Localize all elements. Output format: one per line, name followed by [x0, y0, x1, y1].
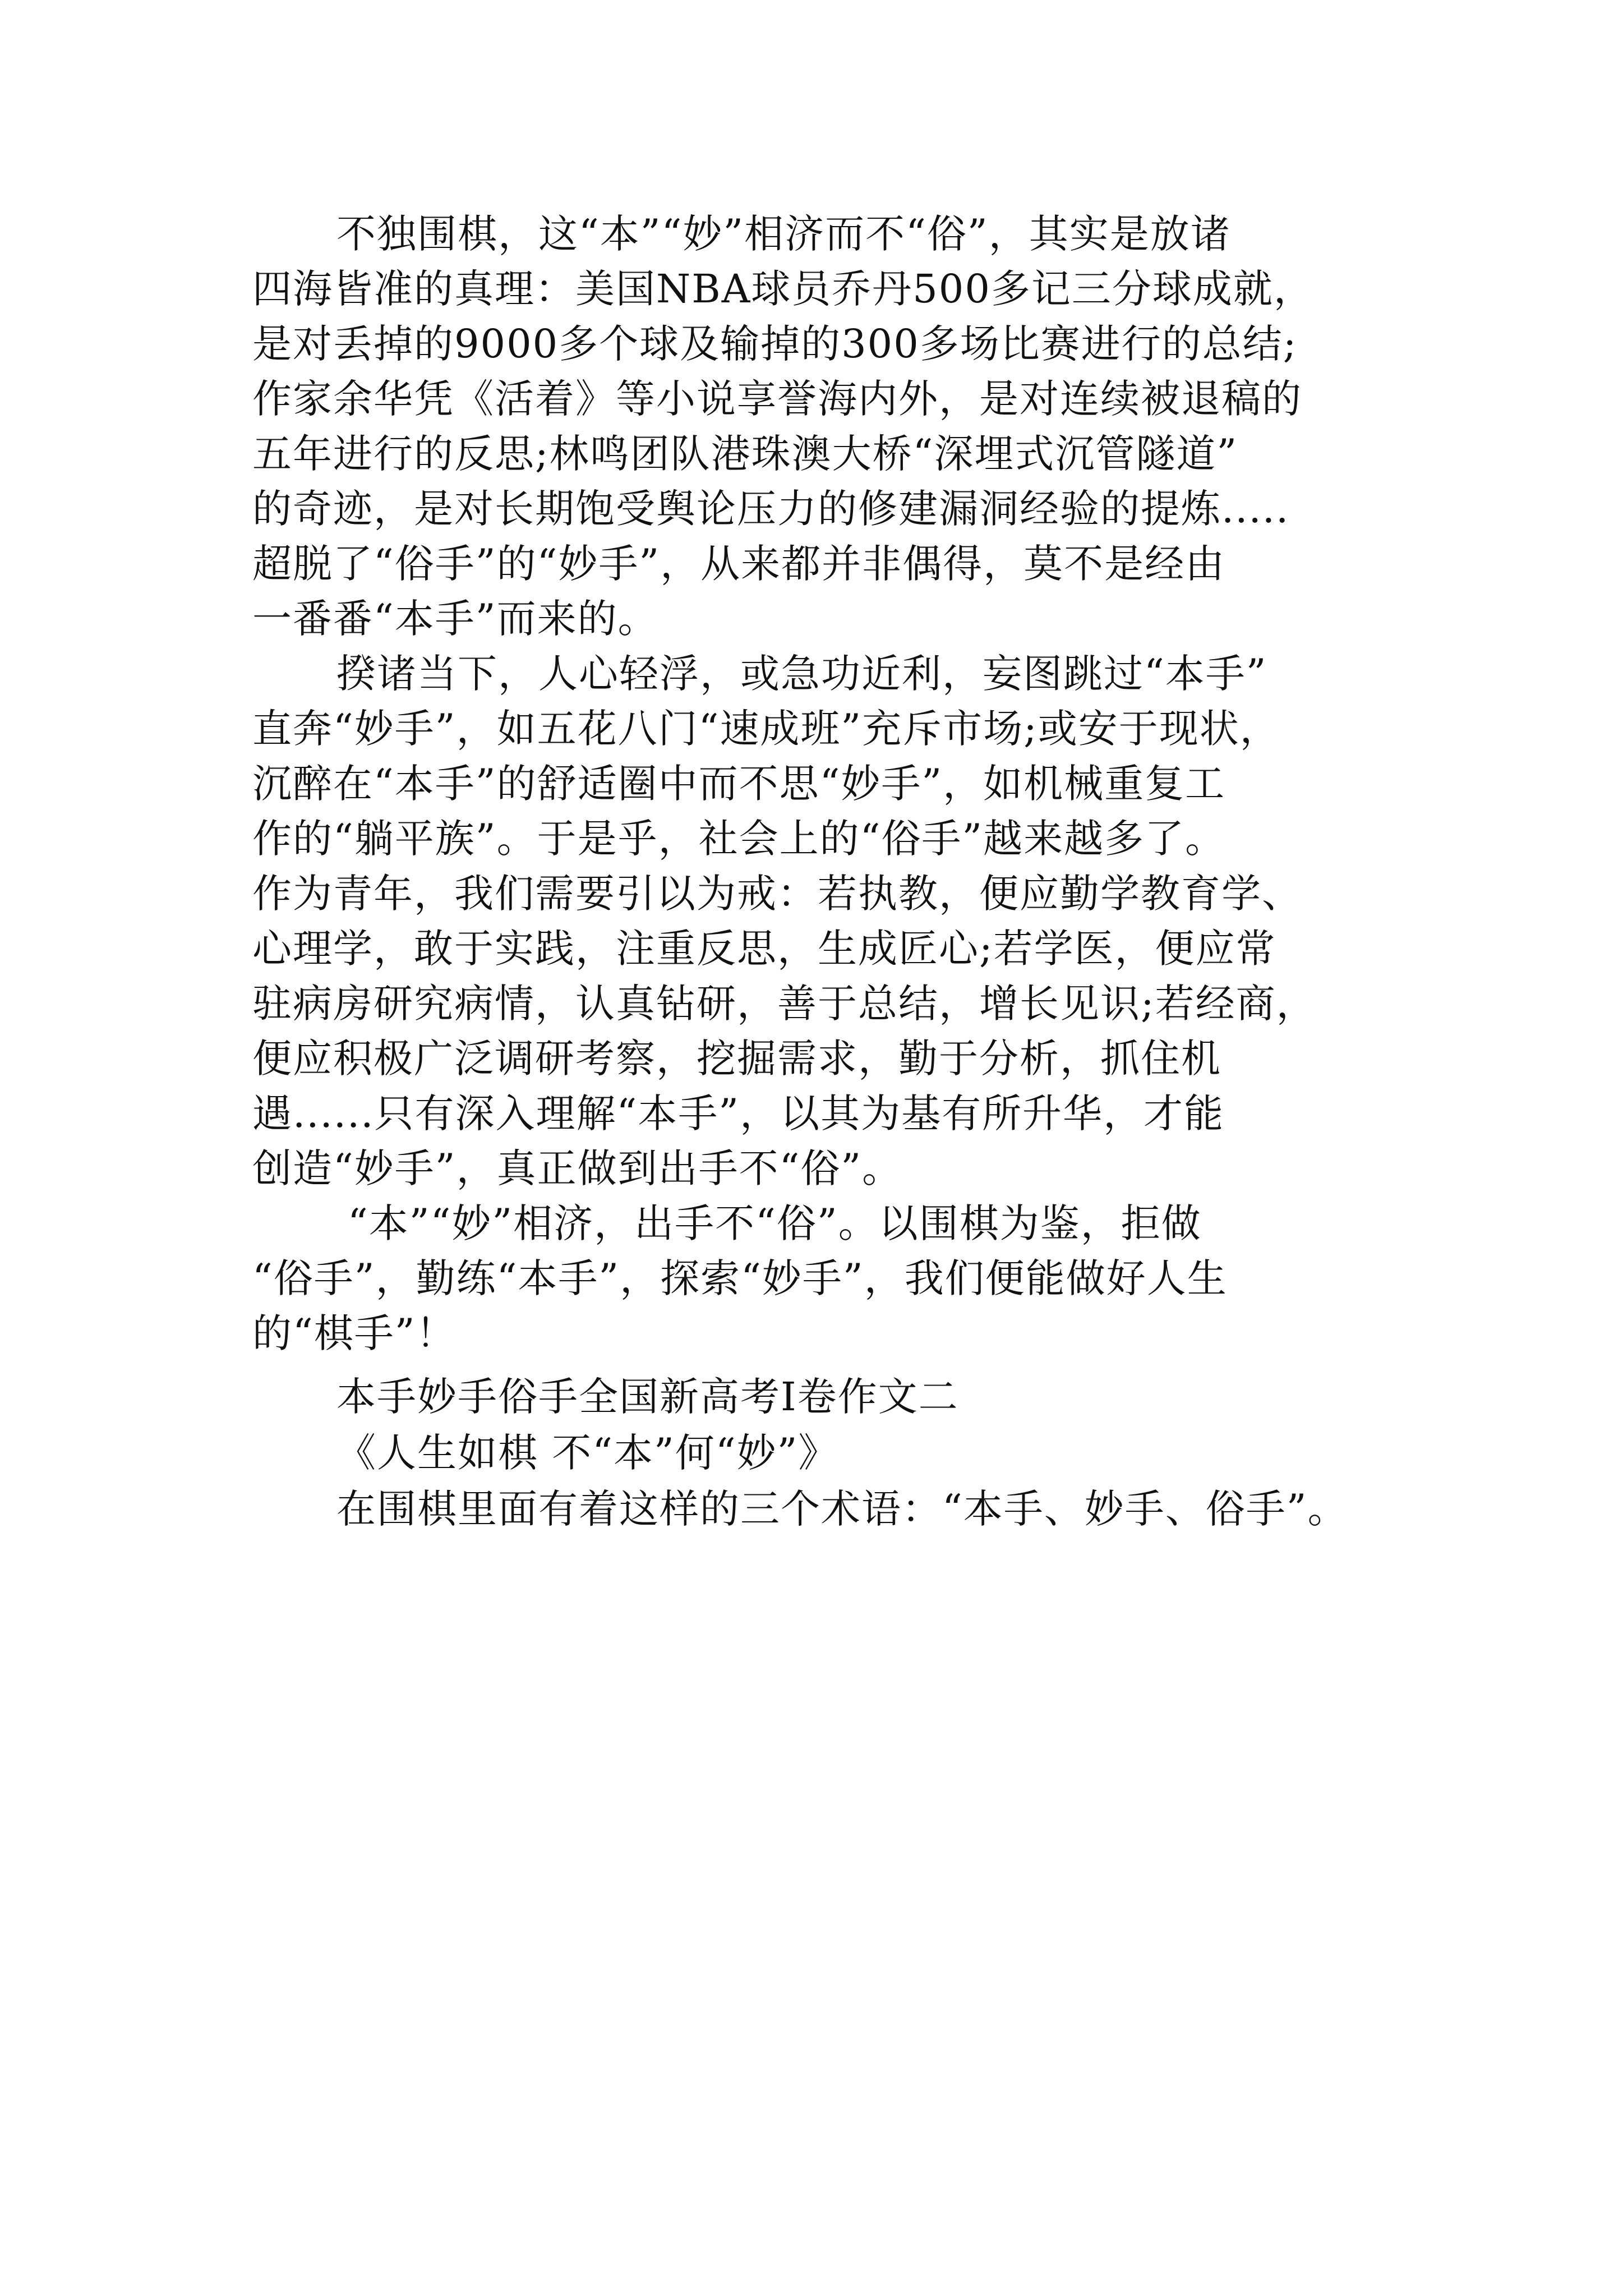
text-line-11: 沉醉在“本手”的舒适圈中而不思“妙手”，如机械重复工 [252, 761, 1226, 807]
text-line-15: 驻病房研究病情，认真钻研，善于总结，增长见识;若经商， [252, 981, 1317, 1027]
essay-heading: 本手妙手俗手全国新高考Ⅰ卷作文二 [336, 1374, 959, 1420]
text-line-4: 作家余华凭《活着》等小说享誉海内外，是对连续被退稿的 [252, 376, 1302, 422]
text-line-2: 四海皆准的真理：美国NBA球员乔丹500多记三分球成就， [252, 266, 1314, 312]
text-line-12: 作的“躺平族”。于是乎，社会上的“俗手”越来越多了。 [252, 816, 1226, 862]
text-line-20: “俗手”，勤练“本手”，探索“妙手”，我们便能做好人生 [252, 1255, 1228, 1301]
essay-title: 《人生如棋 不“本”何“妙”》 [336, 1430, 839, 1476]
text-line-19: “本”“妙”相济，出手不“俗”。以围棋为鉴，拒做 [348, 1200, 1202, 1246]
text-line-14: 心理学，敢于实践，注重反思，生成匠心;若学医，便应常 [252, 926, 1276, 972]
text-line-21: 的“棋手”！ [252, 1310, 457, 1356]
text-line-5: 五年进行的反思;林鸣团队港珠澳大桥“深埋式沉管隧道” [252, 431, 1238, 477]
text-line-7: 超脱了“俗手”的“妙手”，从来都并非偶得，莫不是经由 [252, 541, 1226, 587]
text-line-3: 是对丢掉的9000多个球及输掉的300多场比赛进行的总结; [252, 321, 1298, 367]
text-line-13: 作为青年，我们需要引以为戒：若执教，便应勤学教育学、 [252, 871, 1302, 917]
text-line-16: 便应积极广泛调研考察，挖掘需求，勤于分析，抓住机 [252, 1036, 1221, 1082]
text-line-24: 在围棋里面有着这样的三个术语：“本手、妙手、俗手”。 [336, 1486, 1348, 1532]
text-line-9: 揆诸当下，人心轻浮，或急功近利，妄图跳过“本手” [336, 651, 1267, 697]
text-line-10: 直奔“妙手”，如五花八门“速成班”充斥市场;或安于现状， [252, 706, 1280, 752]
text-line-17: 遇......只有深入理解“本手”，以其为基有所升华，才能 [252, 1091, 1225, 1137]
text-line-18: 创造“妙手”，真正做到出手不“俗”。 [252, 1145, 903, 1191]
text-line-6: 的奇迹，是对长期饱受舆论压力的修建漏洞经验的提炼..... [252, 486, 1290, 532]
text-line-8: 一番番“本手”而来的。 [252, 596, 658, 642]
text-line-1: 不独围棋，这“本”“妙”相济而不“俗”，其实是放诸 [336, 211, 1231, 257]
